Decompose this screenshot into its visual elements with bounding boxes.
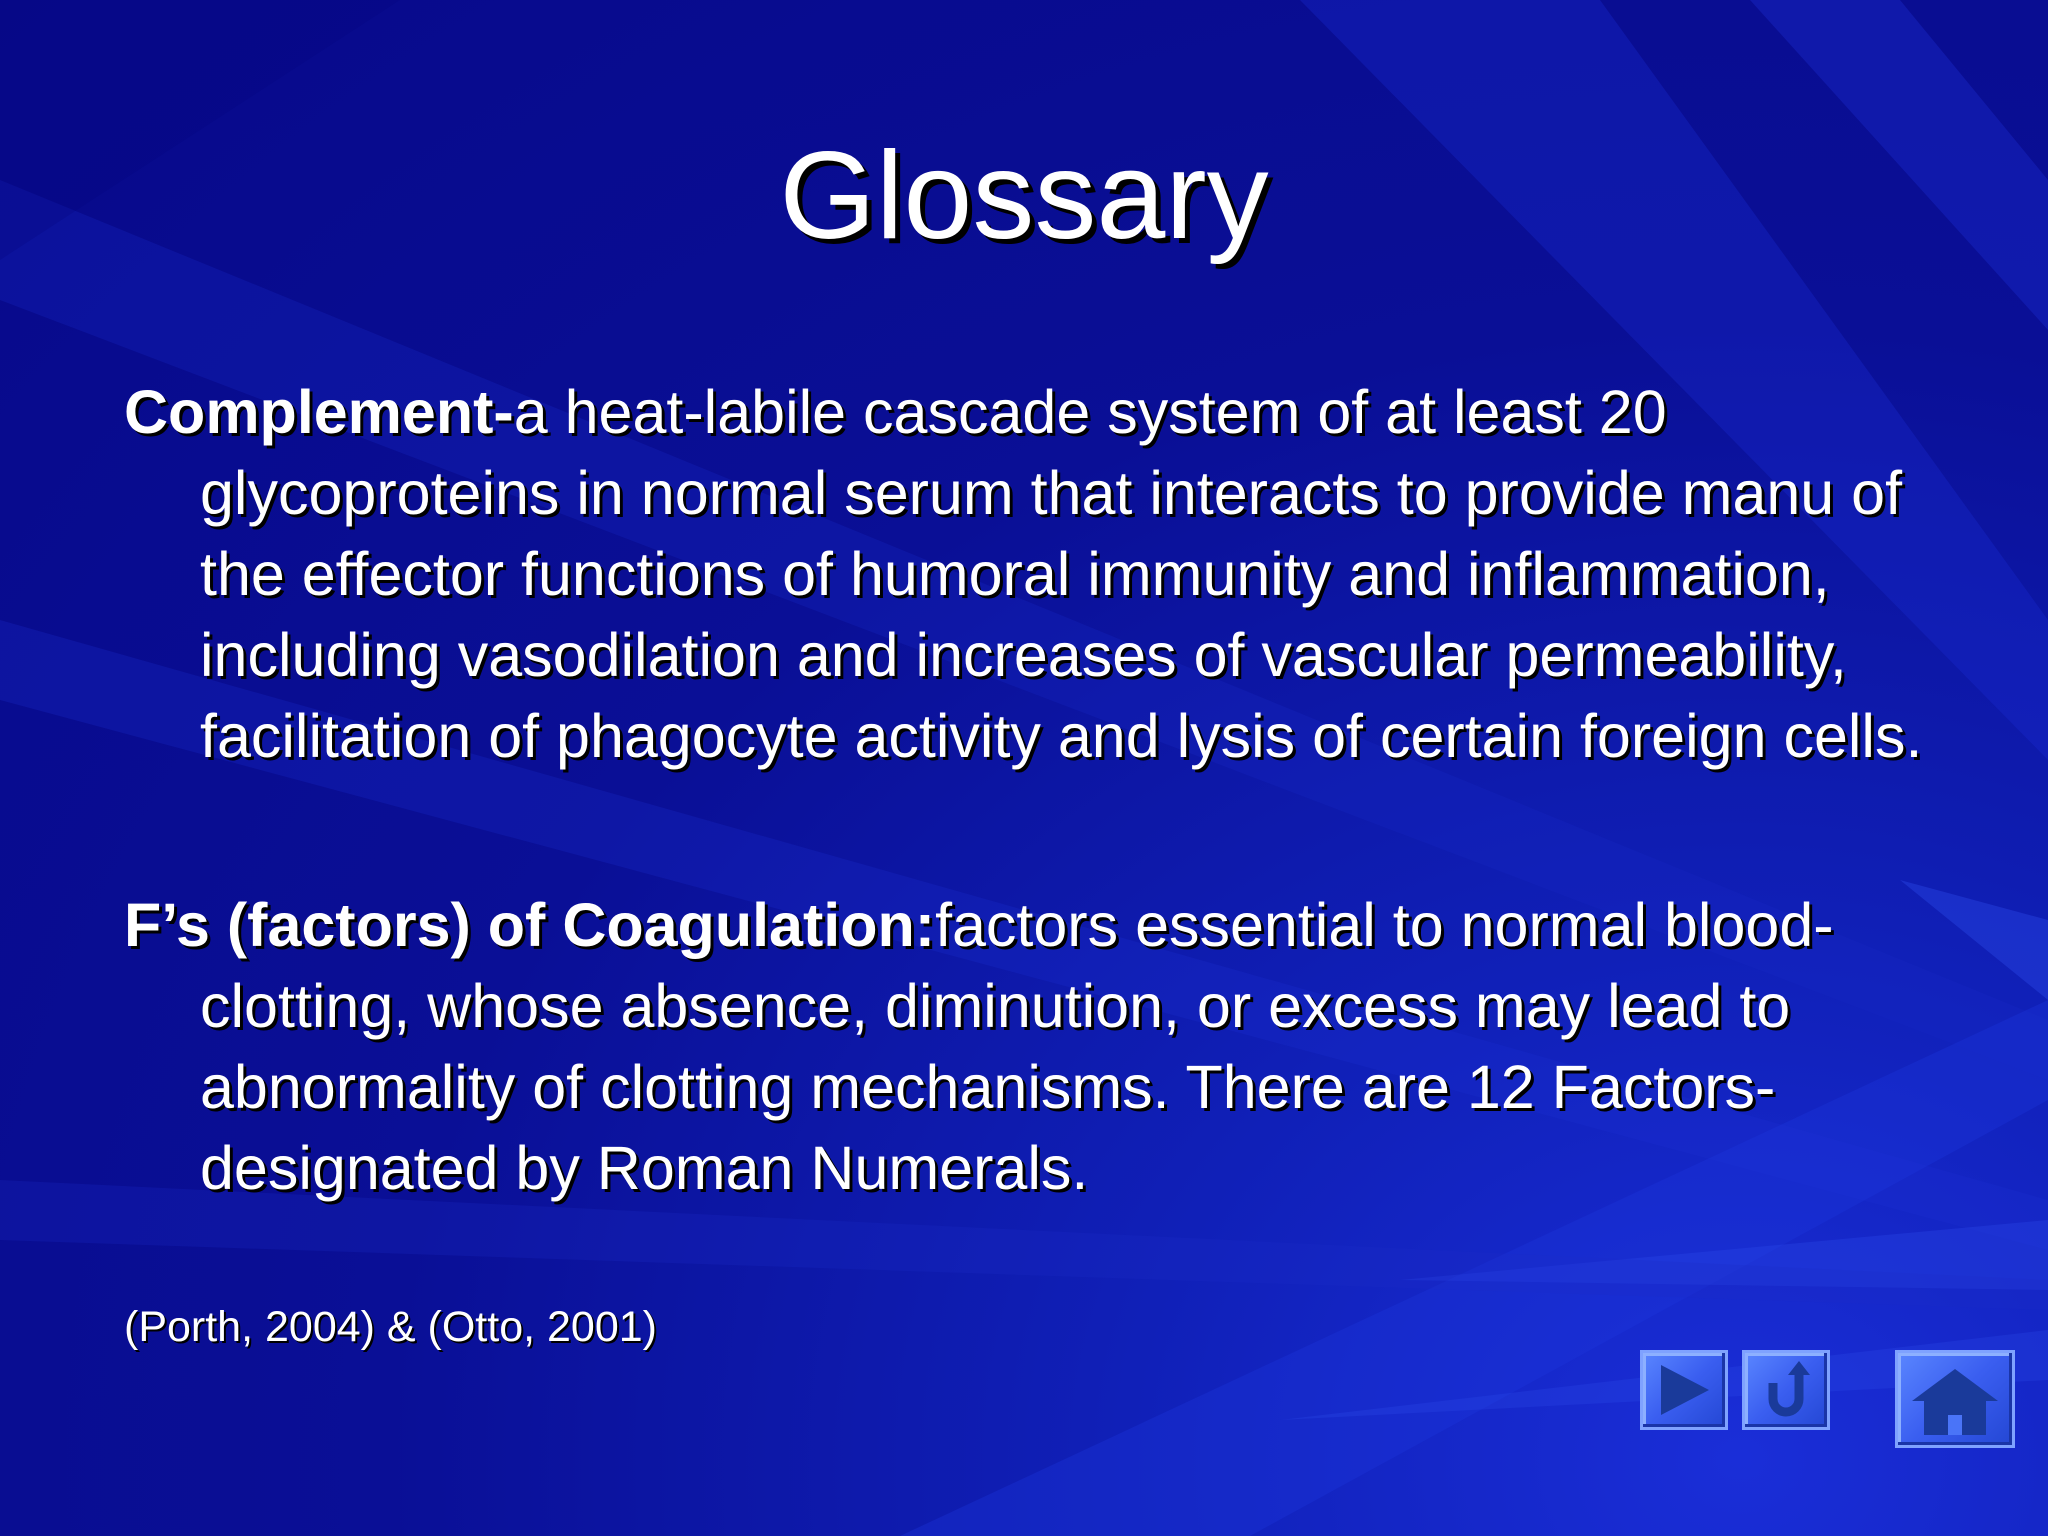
slide-title: Glossary (779, 127, 1269, 265)
return-arrow-icon (1745, 1353, 1827, 1427)
house-icon (1898, 1353, 2012, 1445)
glossary-entry-coagulation-factors (124, 885, 1980, 1209)
play-arrow-icon (1643, 1353, 1725, 1427)
glossary-entry-complement (124, 372, 1980, 777)
home-button[interactable] (1895, 1350, 2015, 1448)
return-button[interactable] (1742, 1350, 1830, 1430)
glossary-term: Complement- (124, 378, 514, 446)
glossary-definition: factors essential to normal blood-clotting, whose absence, diminution, or excess may lead to abnormality of clotting mechanisms. There are 12 Factors-designated by Roman Numerals. (200, 891, 1834, 1202)
glossary-term: F’s (factors) of Coagulation: (124, 891, 936, 959)
next-slide-button[interactable] (1640, 1350, 1728, 1430)
glossary-definition: a heat-labile cascade system of at least 20 glycoproteins in normal serum that interacts to provide manu of the effector functions of humoral immunity and inflammation, including vasodilation and increases of vascular permeability, facilitation of phagocyte activity and lysis of certain foreign cells. (200, 378, 1923, 770)
citation: (Porth, 2004) & (Otto, 2001) (124, 1303, 657, 1351)
